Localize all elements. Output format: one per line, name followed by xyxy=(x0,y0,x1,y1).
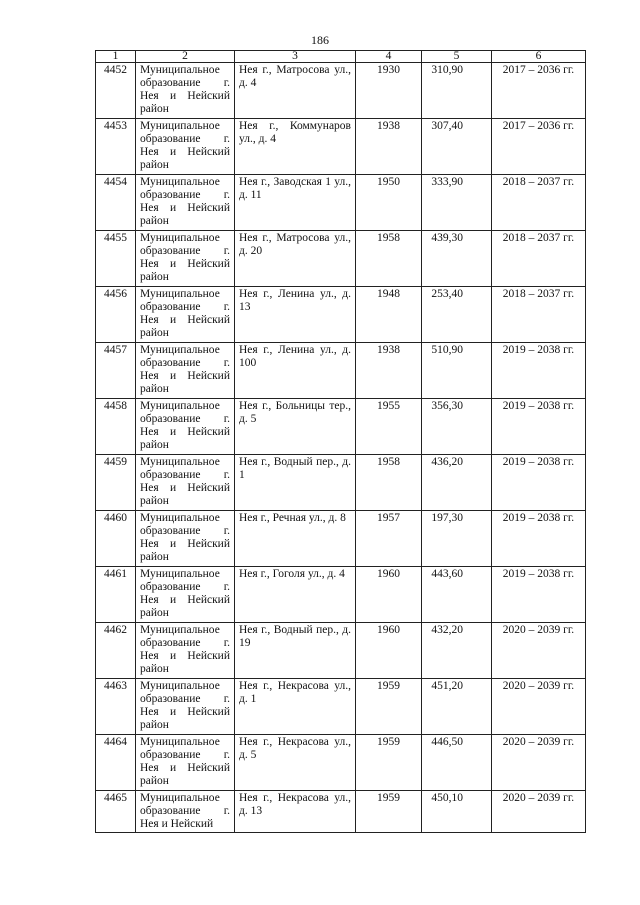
address-cell: Нея г., Больницы тер., д. 5 xyxy=(235,399,356,455)
table-row xyxy=(96,175,586,231)
row-number-cell: 4452 xyxy=(96,63,136,119)
row-number-cell: 4457 xyxy=(96,343,136,399)
area-cell: 443,60 xyxy=(422,567,492,623)
municipality-cell: Муниципальное образование г. Нея и Нейский район xyxy=(136,231,235,287)
year-cell: 1950 xyxy=(356,175,422,231)
period-cell: 2017 – 2036 гг. xyxy=(492,119,586,175)
table-row xyxy=(96,287,586,343)
period-cell: 2019 – 2038 гг. xyxy=(492,343,586,399)
address-cell: Нея г., Речная ул., д. 8 xyxy=(235,511,356,567)
year-cell: 1960 xyxy=(356,623,422,679)
table-row xyxy=(96,63,586,119)
row-number-cell: 4465 xyxy=(96,791,136,833)
row-number-cell: 4460 xyxy=(96,511,136,567)
municipality-cell: Муниципальное образование г. Нея и Нейский район xyxy=(136,511,235,567)
table-row xyxy=(96,231,586,287)
row-number-cell: 4464 xyxy=(96,735,136,791)
table-row xyxy=(96,791,586,833)
municipality-cell: Муниципальное образование г. Нея и Нейский район xyxy=(136,119,235,175)
area-cell: 436,20 xyxy=(422,455,492,511)
column-header: 5 xyxy=(422,51,492,63)
address-cell: Нея г., Гоголя ул., д. 4 xyxy=(235,567,356,623)
row-number-cell: 4456 xyxy=(96,287,136,343)
column-header: 6 xyxy=(492,51,586,63)
year-cell: 1959 xyxy=(356,679,422,735)
address-cell: Нея г., Водный пер., д. 1 xyxy=(235,455,356,511)
period-cell: 2019 – 2038 гг. xyxy=(492,511,586,567)
municipality-cell: Муниципальное образование г. Нея и Нейский район xyxy=(136,679,235,735)
row-number-cell: 4463 xyxy=(96,679,136,735)
table-row xyxy=(96,455,586,511)
area-cell: 333,90 xyxy=(422,175,492,231)
year-cell: 1960 xyxy=(356,567,422,623)
municipality-cell: Муниципальное образование г. Нея и Нейский район xyxy=(136,63,235,119)
row-number-cell: 4454 xyxy=(96,175,136,231)
period-cell: 2020 – 2039 гг. xyxy=(492,623,586,679)
period-cell: 2017 – 2036 гг. xyxy=(492,63,586,119)
address-cell: Нея г., Ленина ул., д. 100 xyxy=(235,343,356,399)
period-cell: 2018 – 2037 гг. xyxy=(492,287,586,343)
row-number-cell: 4458 xyxy=(96,399,136,455)
municipality-cell: Муниципальное образование г. Нея и Нейский район xyxy=(136,343,235,399)
year-cell: 1959 xyxy=(356,791,422,833)
year-cell: 1938 xyxy=(356,343,422,399)
housing-table xyxy=(95,50,586,833)
period-cell: 2019 – 2038 гг. xyxy=(492,399,586,455)
municipality-cell: Муниципальное образование г. Нея и Нейский район xyxy=(136,735,235,791)
table-row xyxy=(96,567,586,623)
row-number-cell: 4453 xyxy=(96,119,136,175)
table-row xyxy=(96,399,586,455)
page-number: 186 xyxy=(311,33,329,47)
year-cell: 1955 xyxy=(356,399,422,455)
row-number-cell: 4455 xyxy=(96,231,136,287)
area-cell: 356,30 xyxy=(422,399,492,455)
year-cell: 1959 xyxy=(356,735,422,791)
address-cell: Нея г., Матросова ул., д. 20 xyxy=(235,231,356,287)
year-cell: 1958 xyxy=(356,231,422,287)
column-header: 4 xyxy=(356,51,422,63)
area-cell: 451,20 xyxy=(422,679,492,735)
period-cell: 2020 – 2039 гг. xyxy=(492,735,586,791)
table-row xyxy=(96,735,586,791)
table-row xyxy=(96,623,586,679)
municipality-cell: Муниципальное образование г. Нея и Нейский xyxy=(136,791,235,833)
address-cell: Нея г., Некрасова ул., д. 5 xyxy=(235,735,356,791)
column-header: 2 xyxy=(136,51,235,63)
period-cell: 2018 – 2037 гг. xyxy=(492,175,586,231)
year-cell: 1948 xyxy=(356,287,422,343)
municipality-cell: Муниципальное образование г. Нея и Нейский район xyxy=(136,399,235,455)
year-cell: 1938 xyxy=(356,119,422,175)
municipality-cell: Муниципальное образование г. Нея и Нейский район xyxy=(136,175,235,231)
table-body xyxy=(96,51,586,833)
address-cell: Нея г., Водный пер., д. 19 xyxy=(235,623,356,679)
year-cell: 1930 xyxy=(356,63,422,119)
area-cell: 439,30 xyxy=(422,231,492,287)
municipality-cell: Муниципальное образование г. Нея и Нейский район xyxy=(136,623,235,679)
table-header-row xyxy=(96,51,586,63)
area-cell: 450,10 xyxy=(422,791,492,833)
year-cell: 1957 xyxy=(356,511,422,567)
address-cell: Нея г., Матросова ул., д. 4 xyxy=(235,63,356,119)
period-cell: 2019 – 2038 гг. xyxy=(492,567,586,623)
municipality-cell: Муниципальное образование г. Нея и Нейский район xyxy=(136,287,235,343)
period-cell: 2020 – 2039 гг. xyxy=(492,679,586,735)
address-cell: Нея г., Некрасова ул., д. 13 xyxy=(235,791,356,833)
address-cell: Нея г., Заводская 1 ул., д. 11 xyxy=(235,175,356,231)
year-cell: 1958 xyxy=(356,455,422,511)
area-cell: 510,90 xyxy=(422,343,492,399)
area-cell: 310,90 xyxy=(422,63,492,119)
table-row xyxy=(96,343,586,399)
period-cell: 2018 – 2037 гг. xyxy=(492,231,586,287)
period-cell: 2019 – 2038 гг. xyxy=(492,455,586,511)
table-row xyxy=(96,511,586,567)
municipality-cell: Муниципальное образование г. Нея и Нейский район xyxy=(136,567,235,623)
area-cell: 307,40 xyxy=(422,119,492,175)
row-number-cell: 4462 xyxy=(96,623,136,679)
period-cell: 2020 – 2039 гг. xyxy=(492,791,586,833)
address-cell: Нея г., Ленина ул., д. 13 xyxy=(235,287,356,343)
column-header: 3 xyxy=(235,51,356,63)
address-cell: Нея г., Некрасова ул., д. 1 xyxy=(235,679,356,735)
row-number-cell: 4459 xyxy=(96,455,136,511)
area-cell: 253,40 xyxy=(422,287,492,343)
table-row xyxy=(96,119,586,175)
municipality-cell: Муниципальное образование г. Нея и Нейский район xyxy=(136,455,235,511)
column-header: 1 xyxy=(96,51,136,63)
row-number-cell: 4461 xyxy=(96,567,136,623)
area-cell: 432,20 xyxy=(422,623,492,679)
address-cell: Нея г., Коммунаров ул., д. 4 xyxy=(235,119,356,175)
area-cell: 446,50 xyxy=(422,735,492,791)
area-cell: 197,30 xyxy=(422,511,492,567)
table-row xyxy=(96,679,586,735)
